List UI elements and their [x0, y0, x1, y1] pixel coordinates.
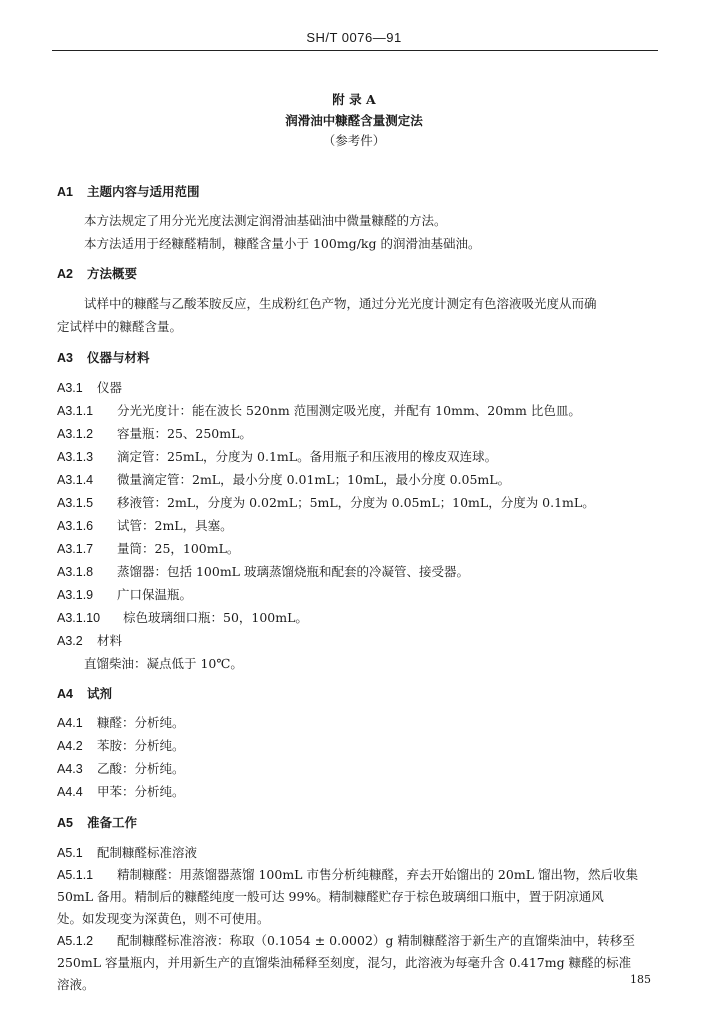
- section-a3-heading: [57, 350, 150, 366]
- page-number: 185: [630, 973, 651, 986]
- appendix-note: （参考件）: [322, 133, 386, 148]
- list-item: [57, 784, 185, 800]
- item-text: 乙酸：分析纯。: [97, 761, 185, 776]
- list-item: [57, 495, 595, 511]
- item-text: 精制糠醛：用蒸馏器蒸馏 100mL 市售分析纯糠醛，弃去开始馏出的 20mL 馏出物，然后收集: [117, 867, 638, 882]
- section-a1-heading: [57, 184, 200, 200]
- list-item: [57, 449, 497, 465]
- item-num: A5.1.2: [57, 934, 94, 948]
- paragraph-line: 250mL 容量瓶内，并用新生产的直馏柴油稀释至刻度，混匀，此溶液为每毫升含 0.417mg 糠醛的标准: [57, 955, 632, 970]
- item-num: A3.1.6: [57, 519, 94, 533]
- list-item: [57, 518, 233, 534]
- list-item: [57, 587, 192, 603]
- list-item: [57, 715, 185, 731]
- item-num: A4.3: [57, 762, 83, 776]
- list-item: [57, 426, 252, 442]
- list-item: [57, 761, 185, 777]
- list-item: [57, 403, 581, 419]
- section-title: 方法概要: [87, 266, 138, 281]
- section-title: 准备工作: [87, 815, 138, 830]
- subsection-title: 仪器: [97, 380, 123, 395]
- header-rule: [52, 50, 658, 51]
- section-title: 仪器与材料: [87, 350, 150, 365]
- item-num: A3.1.9: [57, 588, 94, 602]
- appendix-title: 润滑油中糠醛含量测定法: [285, 113, 423, 128]
- section-num: A3: [57, 351, 73, 365]
- item-text: 甲苯：分析纯。: [97, 784, 185, 799]
- item-text: 糠醛：分析纯。: [97, 715, 185, 730]
- header-code: SH/T 0076—91: [306, 30, 402, 45]
- paragraph: 直馏柴油：凝点低于 10℃。: [84, 656, 243, 671]
- item-text: 量筒：25，100mL。: [117, 541, 240, 556]
- paragraph-line: [57, 867, 638, 883]
- paragraph: 本方法适用于经糠醛精制，糠醛含量小于 100mg/kg 的润滑油基础油。: [84, 236, 481, 251]
- section-a5-heading: [57, 815, 137, 831]
- subsection-title: 配制糠醛标准溶液: [97, 845, 198, 860]
- paragraph-line: [57, 933, 635, 949]
- item-text: 蒸馏器：包括 100mL 玻璃蒸馏烧瓶和配套的冷凝管、接受器。: [117, 564, 469, 579]
- item-num: A3.1.3: [57, 450, 94, 464]
- section-a4-heading: [57, 686, 112, 702]
- list-item: [57, 472, 510, 488]
- section-title: 主题内容与适用范围: [87, 184, 200, 199]
- section-a2-heading: [57, 266, 137, 282]
- section-title: 试剂: [87, 686, 113, 701]
- list-item: [57, 541, 239, 557]
- item-num: A4.4: [57, 785, 83, 799]
- subsection-num: A3.1: [57, 381, 83, 395]
- subsection-num: A3.2: [57, 634, 83, 648]
- item-text: 棕色玻璃细口瓶：50，100mL。: [123, 610, 308, 625]
- item-text: 配制糠醛标准溶液：称取（0.1054 ± 0.0002）g 精制糠醛溶于新生产的直馏柴油中，转移至: [117, 933, 635, 948]
- paragraph: 定试样中的糠醛含量。: [57, 319, 183, 334]
- item-num: A5.1.1: [57, 868, 94, 882]
- item-num: A3.1.8: [57, 565, 94, 579]
- section-num: A1: [57, 185, 73, 199]
- section-num: A4: [57, 687, 73, 701]
- section-num: A5: [57, 816, 73, 830]
- paragraph-line: 溶液。: [57, 977, 95, 992]
- paragraph-line: 处。如发现变为深黄色，则不可使用。: [57, 911, 270, 926]
- item-num: A3.1.1: [57, 404, 94, 418]
- item-num: A3.1.2: [57, 427, 94, 441]
- subsection-num: A5.1: [57, 846, 83, 860]
- item-text: 苯胺：分析纯。: [97, 738, 185, 753]
- list-item: [57, 564, 469, 580]
- item-text: 移液管：2mL，分度为 0.02mL；5mL，分度为 0.05mL；10mL，分度为 0.1mL。: [117, 495, 595, 510]
- item-num: A4.1: [57, 716, 83, 730]
- subsection-a3-1: [57, 380, 122, 396]
- item-num: A4.2: [57, 739, 83, 753]
- subsection-title: 材料: [97, 633, 123, 648]
- item-text: 分光光度计：能在波长 520nm 范围测定吸光度，并配有 10mm、20mm 比色皿。: [117, 403, 581, 418]
- item-text: 微量滴定管：2mL，最小分度 0.01mL；10mL，最小分度 0.05mL。: [117, 472, 511, 487]
- item-num: A3.1.5: [57, 496, 94, 510]
- paragraph: 本方法规定了用分光光度法测定润滑油基础油中微量糠醛的方法。: [84, 213, 447, 228]
- appendix-label: 附 录 A: [332, 92, 376, 107]
- subsection-a5-1: [57, 845, 197, 861]
- paragraph: 试样中的糠醛与乙酸苯胺反应，生成粉红色产物，通过分光光度计测定有色溶液吸光度从而确: [84, 296, 597, 311]
- section-num: A2: [57, 267, 73, 281]
- list-item: [57, 610, 308, 626]
- item-num: A3.1.4: [57, 473, 94, 487]
- item-text: 广口保温瓶。: [117, 587, 193, 602]
- item-text: 试管：2mL，具塞。: [117, 518, 233, 533]
- paragraph-line: 50mL 备用。精制后的糠醛纯度一般可达 99%。精制糠醛贮存于棕色玻璃细口瓶中，置于阴凉通风: [57, 889, 604, 904]
- list-item: [57, 738, 185, 754]
- item-text: 容量瓶：25、250mL。: [117, 426, 252, 441]
- item-num: A3.1.10: [57, 611, 101, 625]
- subsection-a3-2: [57, 633, 122, 649]
- item-text: 滴定管：25mL，分度为 0.1mL。备用瓶子和压液用的橡皮双连球。: [117, 449, 498, 464]
- item-num: A3.1.7: [57, 542, 94, 556]
